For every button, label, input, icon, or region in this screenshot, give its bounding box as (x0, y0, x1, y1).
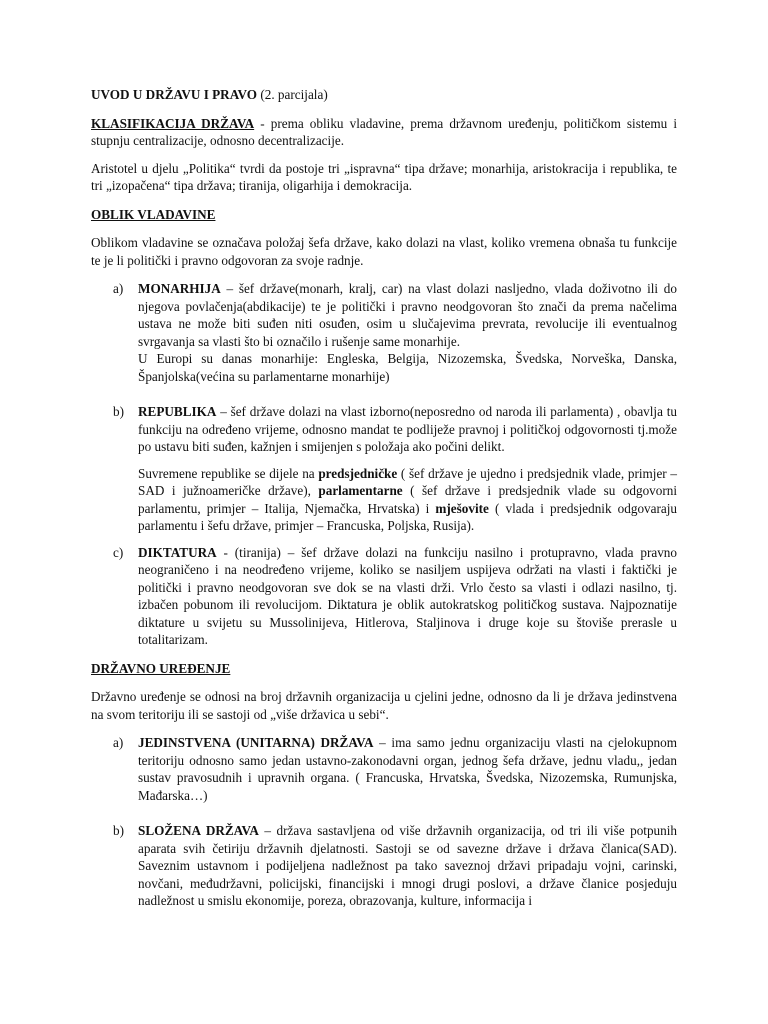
list-item-jedinstvena (91, 734, 677, 804)
list-marker: b) (113, 404, 124, 419)
list-marker: a) (113, 735, 124, 750)
diktatura-definition: - (tiranija) – šef države dolazi na funkciju nasilno i protupravno, vlada pravno neograničeno i na neodređeno vrijeme, koliko se nasiljem uspijeva održati na vlasti i faktički je politički i pravno neodgovoran sve dok se na vlasti drži. Vrlo često sa vlasti i odlazi nasilno, tj. izbačen pobunom ili revolucijom. Diktatura je oblik autokratskog političkog sustava. Najpoznatije diktature u svijetu su Mussolinijeva, Hitlerova, Staljinova i druge koje su štoviše prerasle u totalitarizam. (138, 544, 677, 647)
document-page (91, 79, 677, 910)
list-item-republika (91, 403, 677, 535)
republika-text (138, 403, 677, 456)
sv-text-4: ( vlada i predsjednik odgovaraju parlamentu i šefu države, primjer – Francuska, Poljska, Rusija). (138, 500, 677, 533)
term-monarhija: MONARHIJA (138, 281, 221, 296)
term-republika: REPUBLIKA (138, 404, 217, 419)
suvremene-republike (138, 465, 677, 535)
slozena-text (138, 822, 677, 910)
term-predsjednicke: predsjedničke (318, 465, 398, 481)
klasifikacija-heading: KLASIFIKACIJA DRŽAVA (91, 115, 255, 131)
slozena-definition: – država sastavljena od više državnih organizacija, od tri ili više potpunih aparata svih četiriju državnih djelatnosti. Sastoji se od savezne države i država članica(SAD). Saveznim ustavnom i podijeljena nadležnost pa tako saveznoj državi pripadaju vojni, carinski, novčani, međudržavni, policijski, financijski i mnogi drugi poslovi, a države članice posjeduju nadležnost u smislu ekonomije, poreza, obrazovanja, kulture, informacija i (138, 823, 677, 908)
term-jedinstvena: JEDINSTVENA (UNITARNA) DRŽAVA (138, 735, 374, 750)
list-marker: a) (113, 281, 124, 296)
jedinstvena-definition: – ima samo jednu organizaciju vlasti na cjelokupnom teritoriju odnosno samo jedan ustavno-zakonodavni organ, jednog šefa države, jednu vladu,, jedan sustav pravosudnih i upravnih organa. ( Francuska, Hrvatska, Švedska, Nizozemska, Rumunjska, Mađarska…) (138, 735, 677, 803)
monarhija-definition: – šef države(monarh, kralj, car) na vlast dolazi nasljedno, vlada doživotno ili do njegova povlačenja(abdikacije) te je politički i pravno neodgovoran što znači da prema načelima ustava ne može biti suđen niti osuđen, osim u slučajevima prevrata, revolucije ili eventualnog svrgavanja sa vlasti što bi označilo i rušenje same monarhije. (138, 281, 677, 349)
aristotel-paragraph: Aristotel u djelu „Politika“ tvrdi da postoje tri „ispravna“ tipa države; monarhija, aristokracija i republika, te tri „izopačena“ tipa država; tiranija, oligarhija i demokracija. (91, 160, 677, 193)
drzavno-uredjenje-intro: Državno uređenje se odnosi na broj državnih organizacija u cjelini jedne, odnosno da li je država jedinstvena na svom teritoriju ili se sastoji od „više državica u sebi“. (91, 689, 677, 722)
title-main: UVOD U DRŽAVU I PRAVO (91, 87, 258, 102)
list-item-diktatura (91, 544, 677, 649)
drzavno-uredjenje-heading: DRŽAVNO UREĐENJE (91, 660, 231, 676)
jedinstvena-text (138, 734, 677, 804)
klasifikacija-text: - prema obliku vladavine, prema državnom uređenju, političkom sistemu i stupnju centralizacije, odnosno decentralizacije. (91, 115, 677, 148)
list-item-slozena (91, 822, 677, 910)
klasifikacija-paragraph (91, 115, 677, 150)
list-marker: b) (113, 823, 124, 838)
document-title (91, 86, 677, 104)
list-item-monarhija (91, 280, 677, 385)
diktatura-text (138, 544, 677, 649)
sv-text-2: ( šef države je ujedno i predsjednik vlade, primjer – SAD i južnoameričke države), (138, 465, 677, 498)
oblik-vladavine-heading: OBLIK VLADAVINE (91, 206, 216, 222)
list-marker: c) (113, 544, 124, 560)
term-mjesovite: mješovite (435, 500, 489, 516)
oblik-vladavine-intro: Oblikom vladavine se označava položaj šefa države, kako dolazi na vlast, koliko vremena obnaša tu funkcije te je li politički i pravno odgovoran za svoje radnje. (91, 235, 677, 268)
title-sub: (2. parcijala) (257, 87, 328, 102)
monarhija-europa: U Europi su danas monarhije: Engleska, Belgija, Nizozemska, Švedska, Norveška, Danska, Španjolska(većina su parlamentarne monarhije) (138, 351, 677, 384)
sv-text-3: ( šef države i predsjednik vlade su odgovorni parlamentu, primjer – Italija, Njemačka, Hrvatska) i (138, 483, 678, 516)
monarhija-text (138, 280, 677, 350)
term-parlamentarne: parlamentarne (318, 483, 403, 498)
term-slozena: SLOŽENA DRŽAVA (138, 823, 259, 838)
term-diktatura: DIKTATURA (138, 544, 217, 560)
republika-definition: – šef države dolazi na vlast izborno(neposredno od naroda ili parlamenta) , obavlja tu funkciju na određeno vrijeme, odnosno mandat te podliježe pravnoj i političkoj odgovornosti tj.može po ustavu biti suđen, kažnjen i smijenjen s položaja ako počini delikt. (138, 404, 677, 454)
sv-text-1: Suvremene republike se dijele na (138, 465, 319, 481)
